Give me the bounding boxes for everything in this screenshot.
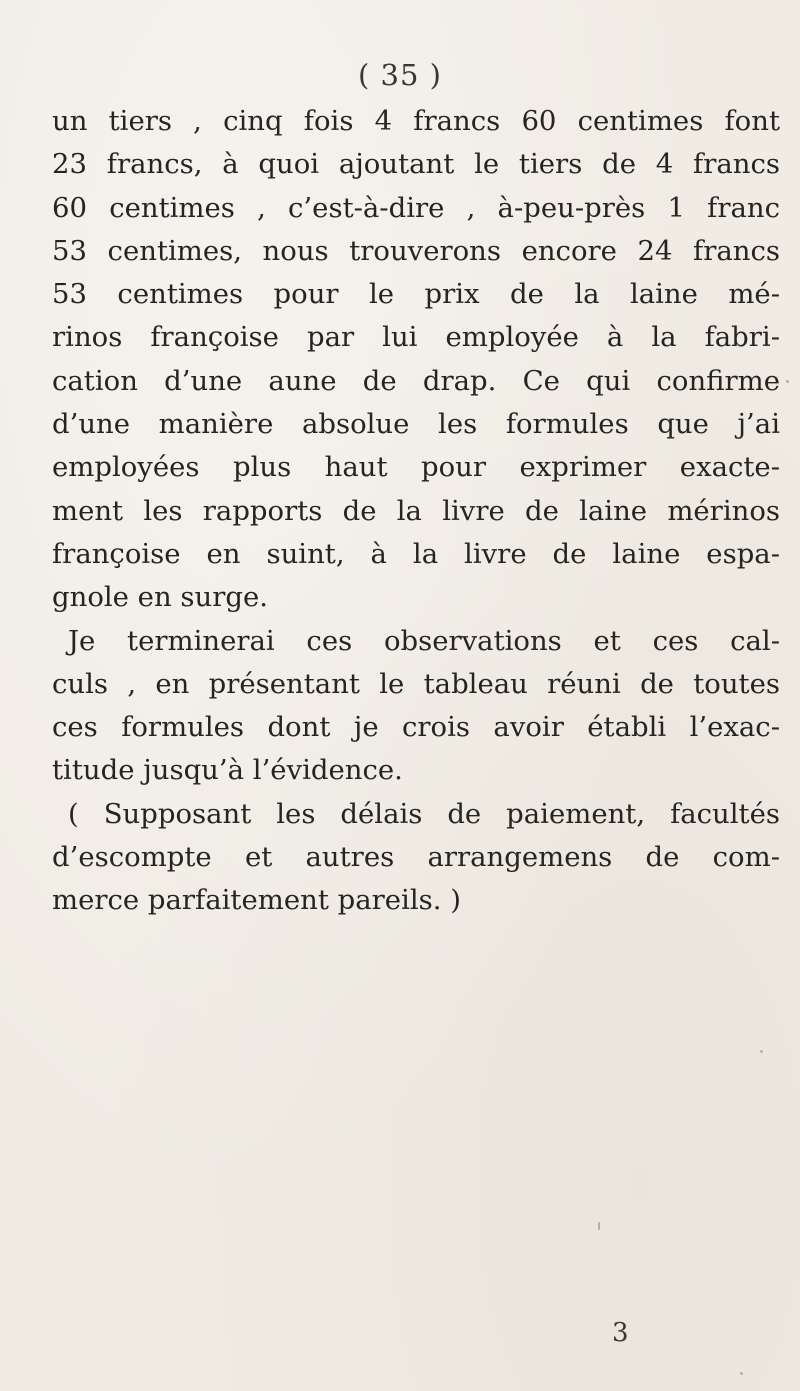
text-line: ment les rapports de la livre de laine mérinos [52,494,780,527]
text-line: merce parfaitement pareils. ) [52,884,461,917]
text-line: 53 centimes pour le prix de la laine mé- [52,278,780,311]
text-line: Je terminerai ces observations et ces cal- [68,624,780,657]
paper-speck [760,1050,763,1053]
body-text [52,100,780,923]
paper-speck [786,380,789,383]
paper-speck [740,1372,743,1375]
text-line: cation d’une aune de drap. Ce qui confirme [52,364,780,397]
text-line: culs , en présentant le tableau réuni de toutes [52,667,780,700]
text-line: ( Supposant les délais de paiement, facultés [68,797,780,830]
text-line: 53 centimes, nous trouverons encore 24 francs [52,234,780,267]
text-line: d’une manière absolue les formules que j’ai [52,408,780,441]
text-line: employées plus haut pour exprimer exacte- [52,451,780,484]
text-line: d’escompte et autres arrangemens de com- [52,841,780,874]
text-line: gnole en surge. [52,581,268,614]
text-line: ces formules dont je crois avoir établi l’exac- [52,711,780,744]
text-line: titude jusqu’à l’évidence. [52,754,403,787]
signature-mark: 3 [612,1318,629,1348]
page-number: ( 35 ) [358,58,442,92]
text-line: un tiers , cinq fois 4 francs 60 centimes font [52,105,780,137]
text-line: 23 francs, à quoi ajoutant le tiers de 4 francs [52,148,780,181]
text-line: rinos françoise par lui employée à la fabri- [52,321,780,354]
paper-speck [598,1222,600,1230]
text-line: 60 centimes , c’est-à-dire , à-peu-près 1 franc [52,191,780,224]
text-line: françoise en suint, à la livre de laine espa- [52,537,780,570]
